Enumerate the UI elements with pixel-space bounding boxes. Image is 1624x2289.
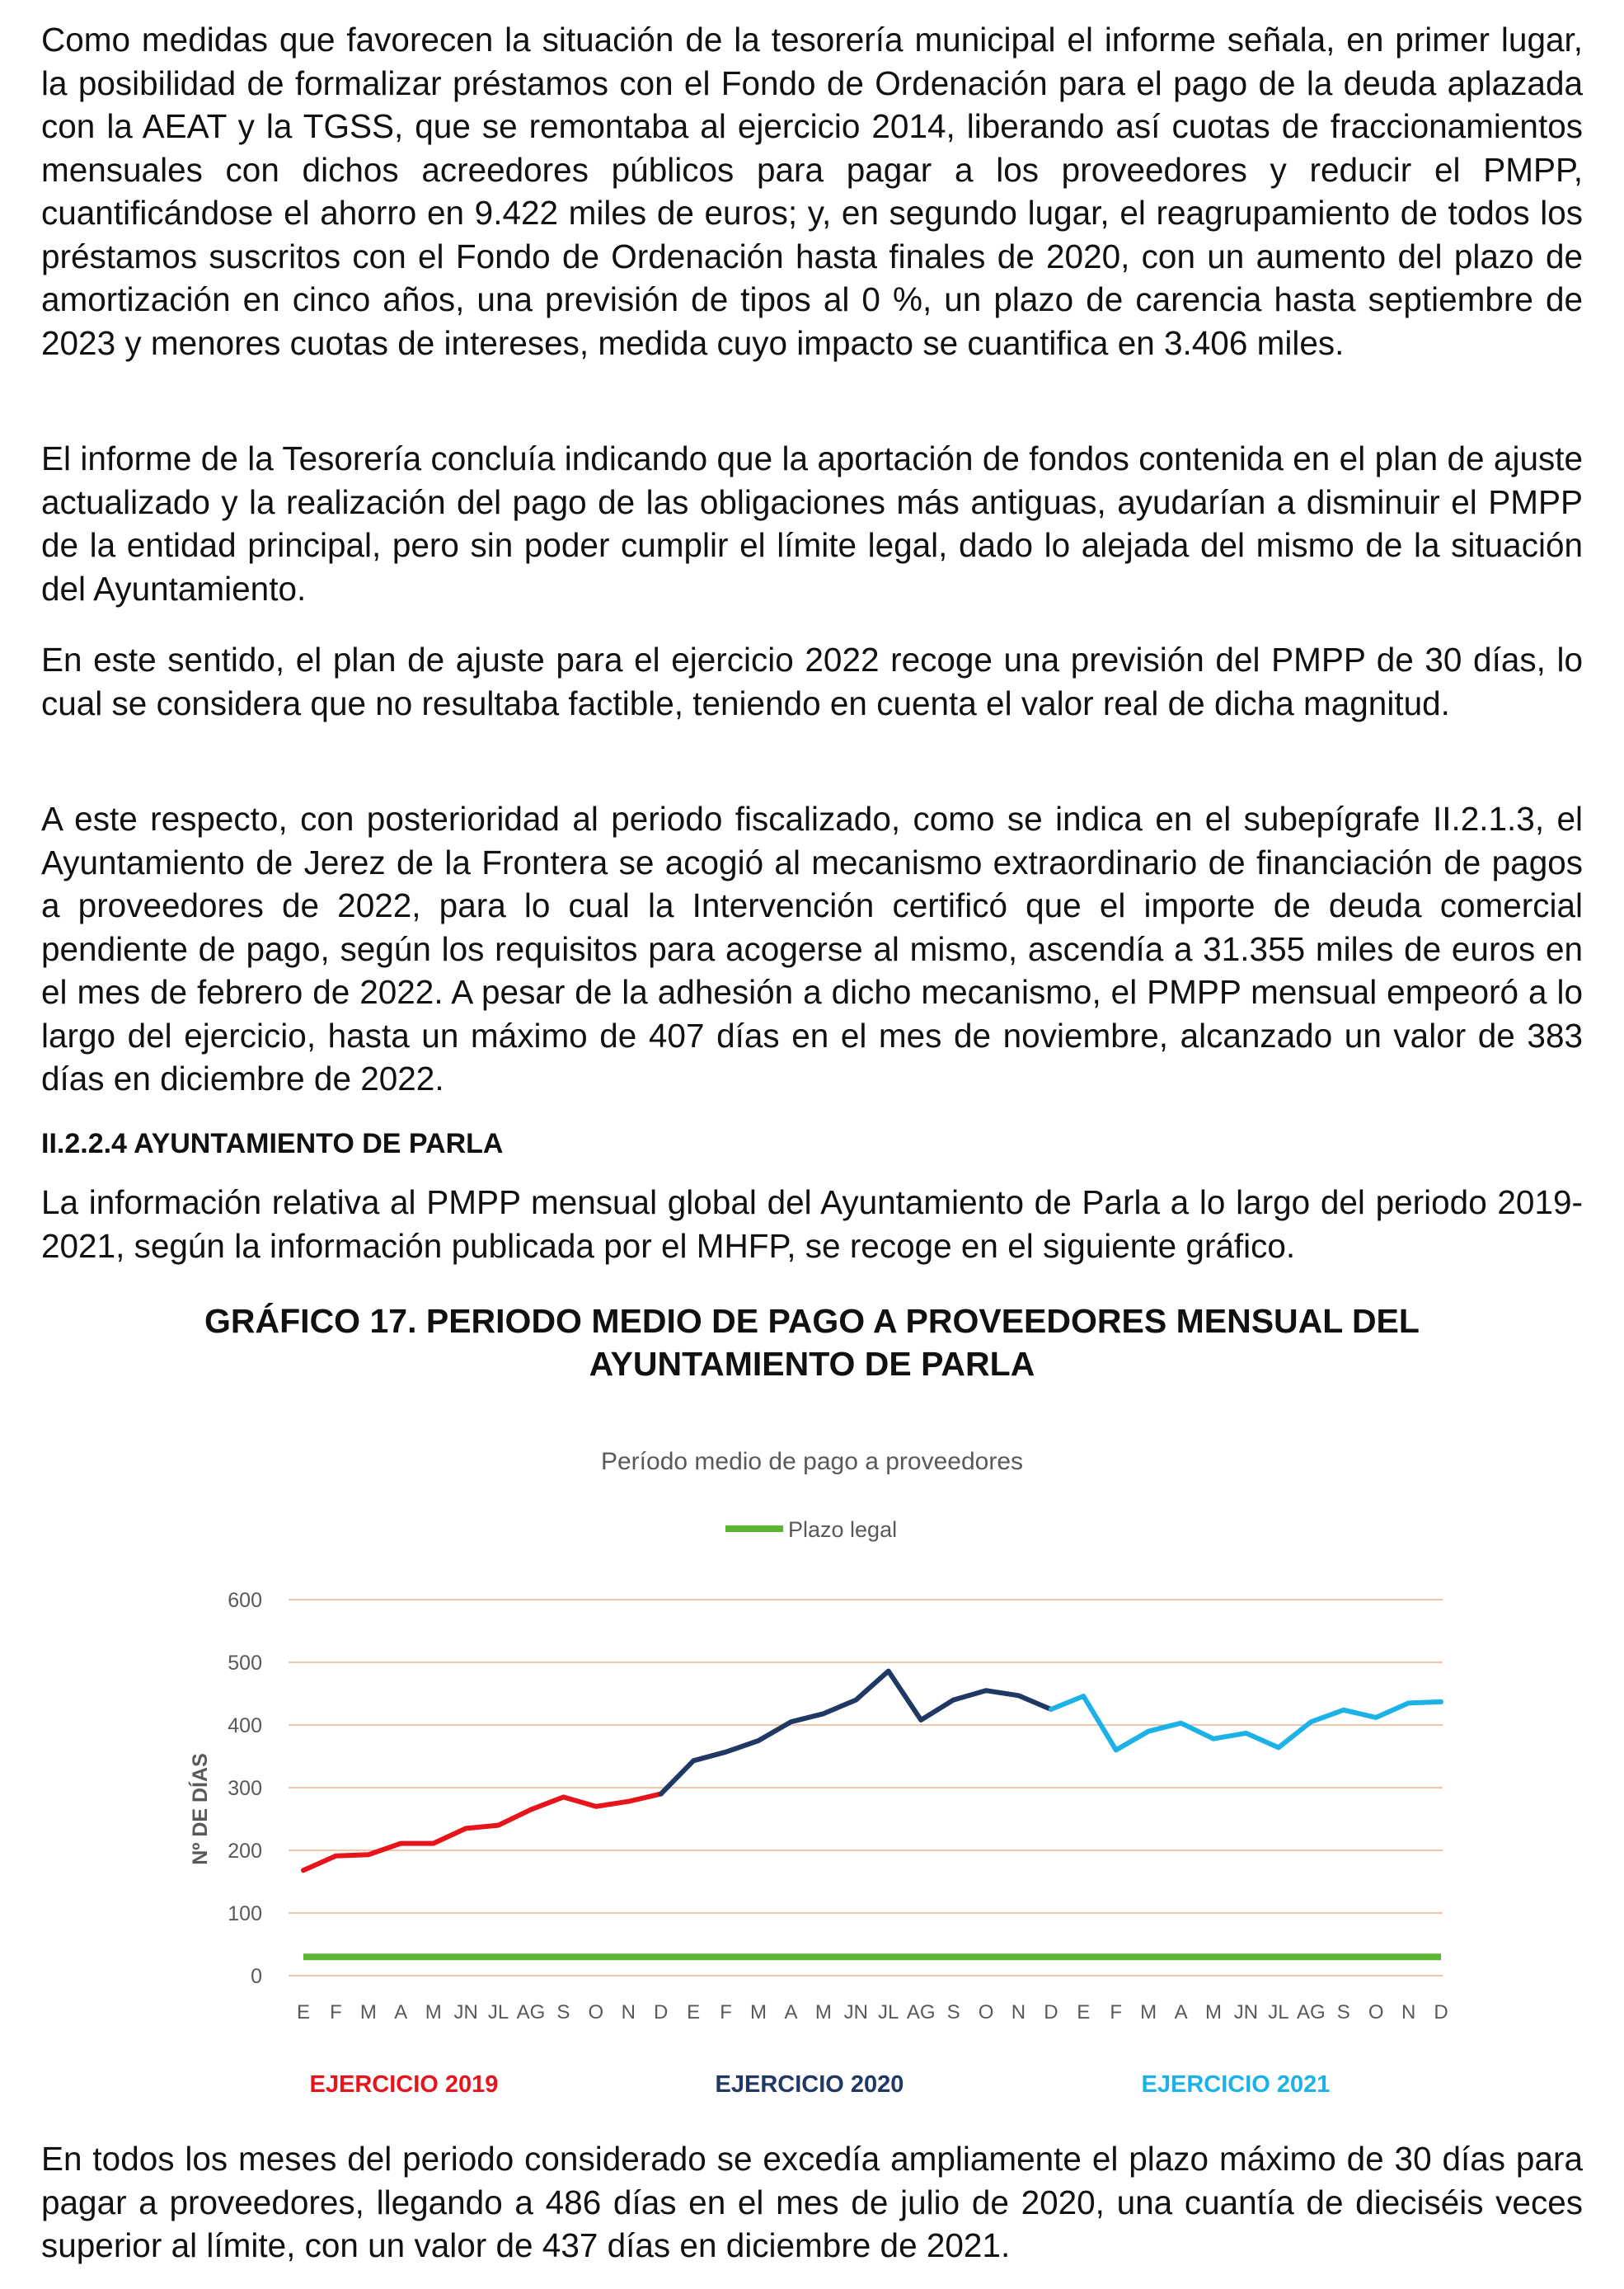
paragraph-conclusion-parla: En todos los meses del periodo considerado se excedía ampliamente el plazo máximo de 30 días para pagar a proveedores, llegando a 486 días en el mes de julio de 2020, una cuantía de dieciséis veces superior al límite, con un valor de 437 días en diciembre de 2021. — [41, 2140, 1583, 2264]
x-tick-label: N — [621, 2001, 636, 2023]
chart-caption-line2: AYUNTAMIENTO DE PARLA — [589, 1345, 1035, 1383]
data-point — [659, 1793, 662, 1795]
data-point — [1310, 1721, 1312, 1723]
data-point — [822, 1713, 824, 1715]
x-tick-label: O — [978, 2001, 994, 2023]
data-point — [530, 1808, 533, 1811]
data-point — [790, 1721, 792, 1723]
x-tick-label: S — [556, 2001, 570, 2023]
data-point — [855, 1699, 857, 1701]
x-tick-label: E — [1077, 2001, 1091, 2023]
x-tick-label: JL — [487, 2001, 509, 2023]
x-tick-label: AG — [906, 2001, 936, 2023]
x-tick-label: N — [1401, 2001, 1416, 2023]
chart-caption — [41, 1300, 1583, 1385]
y-axis-label: Nº DE DÍAS — [189, 1753, 212, 1865]
paragraph-informe-tesoreria: El informe de la Tesorería concluía indicando que la aportación de fondos contenida en el plan de ajuste actualizado y la realización del pago de las obligaciones más antiguas, ayudarían a disminuir el PMPP de la entidad principal, pero sin poder cumplir el límite legal, dado lo alejada del mismo de la situación del Ayuntamiento. — [41, 439, 1583, 608]
x-tick-label: F — [330, 2001, 342, 2023]
data-point — [1115, 1749, 1117, 1751]
data-point — [1375, 1716, 1378, 1718]
data-point — [562, 1796, 565, 1798]
year-label: EJERCICIO 2021 — [1141, 2071, 1331, 2098]
chart-legend — [725, 1517, 897, 1542]
data-point — [725, 1751, 727, 1753]
x-tick-label: M — [1205, 2001, 1223, 2023]
paragraph-pmpp-parla: La información relativa al PMPP mensual global del Ayuntamiento de Parla a lo largo del periodo 2019-2021, según la información publicada por el MHFP, se recoge en el siguiente gráfico. — [41, 1183, 1583, 1265]
data-point — [1213, 1737, 1215, 1740]
series-line-ejercicio-2021 — [1051, 1696, 1441, 1750]
data-point — [465, 1827, 467, 1830]
year-labels — [310, 2071, 1331, 2098]
x-tick-label: D — [654, 2001, 669, 2023]
legend-plazo-legal-label: Plazo legal — [788, 1517, 898, 1542]
series-ejercicio-2021 — [1049, 1695, 1442, 1751]
data-point — [758, 1740, 760, 1742]
data-point — [952, 1699, 955, 1701]
x-tick-label: O — [1368, 2001, 1384, 2023]
x-tick-label: A — [1174, 2001, 1188, 2023]
data-point — [497, 1824, 500, 1826]
paragraph-tesoreria-medidas: Como medidas que favorecen la situación de la tesorería municipal el informe señala, en primer lugar, la posibilidad de formalizar préstamos con el Fondo de Ordenación para el pago de la deuda aplazada con la AEAT y la TGSS, que se remontaba al ejercicio 2014, liberando así cuotas de fraccionamientos mensuales con dichos acreedores públicos para pagar a los proveedores y reducir el PMPP, cuantificándose el ahorro en 9.422 miles de euros; y, en segundo lugar, el reagrupamiento de todos los préstamos suscritos con el Fondo de Ordenación hasta finales de 2020, con un aumento del plazo de amortización en cinco años, una previsión de tipos al 0 %, un plazo de carencia hasta septiembre de 2023 y menores cuotas de intereses, medida cuyo impacto se cuantifica en 3.406 miles. — [41, 21, 1583, 362]
x-tick-label: M — [750, 2001, 767, 2023]
x-tick-label: S — [1336, 2001, 1350, 2023]
data-point — [985, 1690, 988, 1692]
x-axis-ticks — [297, 2001, 1448, 2023]
paragraph-plan-ajuste: En este sentido, el plan de ajuste para el ejercicio 2022 recoge una previsión del PMPP de 30 días, lo cual se considera que no resultaba factible, teniendo en cuenta el valor real de dicha magnitud. — [41, 641, 1583, 722]
x-tick-label: O — [588, 2001, 604, 2023]
x-tick-label: AG — [1296, 2001, 1326, 2023]
x-tick-label: JN — [453, 2001, 478, 2023]
data-point — [887, 1670, 889, 1672]
x-tick-label: F — [720, 2001, 732, 2023]
x-tick-label: JN — [843, 2001, 868, 2023]
x-tick-label: E — [296, 2001, 311, 2023]
data-point — [1082, 1695, 1085, 1698]
data-point — [367, 1854, 369, 1856]
x-tick-label: JL — [1268, 2001, 1289, 2023]
data-point — [1180, 1722, 1182, 1724]
data-point — [1049, 1709, 1052, 1711]
data-point — [1017, 1694, 1020, 1697]
chart-title: Período medio de pago a proveedores — [600, 1448, 1024, 1475]
y-tick-label: 0 — [251, 1965, 262, 1988]
chart-caption-line1: GRÁFICO 17. PERIODO MEDIO DE PAGO A PROVEEDORES MENSUAL DEL — [204, 1302, 1420, 1340]
paragraph-mecanismo-extraordinario: A este respecto, con posterioridad al periodo fiscalizado, como se indica en el subepígrafe II.2.1.3, el Ayuntamiento de Jerez de la Frontera se acogió al mecanismo extraordinario de financiación de pagos a proveedores de 2022, para lo cual la Intervención certificó que el importe de deuda comercial pendiente de pago, según los requisitos para acogerse al mismo, ascendía a 31.355 miles de euros en el mes de febrero de 2022. A pesar de la adhesión a dicho mecanismo, el PMPP mensual empeoró a lo largo del ejercicio, hasta un máximo de 407 días en el mes de noviembre, alcanzado un valor de 383 días en diciembre de 2022. — [41, 800, 1583, 1097]
x-tick-label: F — [1110, 2001, 1123, 2023]
x-tick-label: JN — [1233, 2001, 1259, 2023]
y-tick-label: 500 — [228, 1652, 262, 1675]
y-tick-label: 300 — [228, 1777, 262, 1800]
series-line-ejercicio-2020 — [661, 1671, 1051, 1794]
x-tick-label: A — [784, 2001, 798, 2023]
y-tick-label: 100 — [228, 1902, 262, 1925]
data-point — [692, 1760, 695, 1762]
chart-gridlines — [289, 1600, 1443, 1976]
data-point — [400, 1842, 402, 1845]
x-tick-label: E — [687, 2001, 701, 2023]
data-point — [335, 1854, 337, 1857]
year-label: EJERCICIO 2020 — [715, 2071, 904, 2098]
year-label: EJERCICIO 2019 — [309, 2071, 499, 2098]
y-axis-ticks — [228, 1589, 262, 1988]
data-point — [1148, 1730, 1150, 1732]
data-point — [1440, 1700, 1443, 1703]
data-point — [1245, 1732, 1247, 1734]
x-tick-label: M — [425, 2001, 442, 2023]
x-tick-label: D — [1434, 2001, 1448, 2023]
x-tick-label: A — [394, 2001, 408, 2023]
x-tick-label: JL — [878, 2001, 899, 2023]
y-tick-label: 200 — [228, 1840, 262, 1863]
series-ejercicio-2019 — [303, 1793, 663, 1872]
data-point — [1407, 1702, 1410, 1704]
x-tick-label: S — [946, 2001, 960, 2023]
data-point — [594, 1805, 597, 1807]
data-point — [432, 1842, 434, 1845]
x-tick-label: AG — [516, 2001, 546, 2023]
y-tick-label: 600 — [228, 1589, 262, 1612]
data-point — [1342, 1709, 1345, 1711]
chart-series — [303, 1670, 1443, 1872]
series-line-ejercicio-2019 — [303, 1794, 661, 1871]
series-ejercicio-2020 — [659, 1670, 1052, 1795]
data-point — [303, 1869, 305, 1872]
x-tick-label: N — [1011, 2001, 1026, 2023]
data-point — [920, 1718, 922, 1721]
data-point — [1277, 1746, 1279, 1749]
x-tick-label: M — [1140, 2001, 1157, 2023]
x-tick-label: M — [359, 2001, 377, 2023]
pmpp-line-chart — [41, 1436, 1583, 2113]
data-point — [627, 1800, 630, 1803]
y-tick-label: 400 — [228, 1714, 262, 1737]
section-heading-parla: II.2.2.4 AYUNTAMIENTO DE PARLA — [41, 1128, 504, 1159]
x-tick-label: M — [814, 2001, 832, 2023]
x-tick-label: D — [1044, 2001, 1058, 2023]
